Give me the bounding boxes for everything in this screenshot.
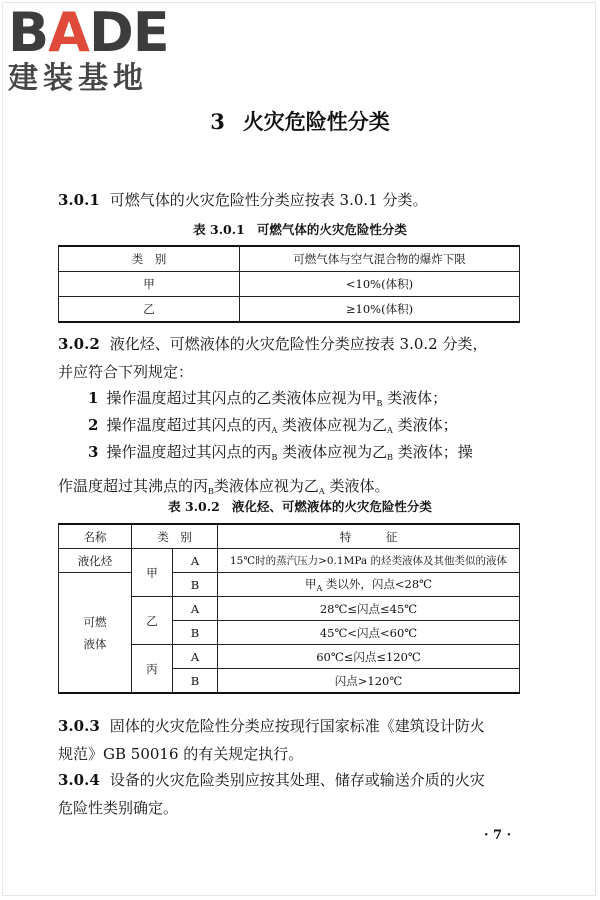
- table2-class-bing: 丙: [132, 645, 173, 694]
- watermark-logo: [8, 1, 169, 96]
- table-3-0-2: [58, 523, 520, 694]
- rule-item-1: 1 操作温度超过其闪点的乙类液体应视为甲$_B$ 类液体；: [88, 389, 448, 408]
- table2-head-feature: 特 征: [218, 524, 520, 549]
- table-3-0-1-caption: 表 3.0.1 可燃气体的火灾危险性分类: [193, 222, 407, 237]
- page-number: · 7 ·: [484, 828, 512, 843]
- table2-name-lpg: 液化烃: [59, 549, 132, 573]
- clause-3-0-3: 3.0.3 固体的火灾危险性分类应按现行国家标准《建筑设计防火 规范》GB 50016 的有关规定执行。: [58, 717, 485, 763]
- table2-sub-b: B: [173, 621, 218, 645]
- table2-feature-yi-b: 45℃<闪点<60℃: [218, 621, 520, 645]
- logo-subtitle: 建装基地: [8, 61, 148, 96]
- table1-cell-category: 乙: [59, 297, 240, 323]
- table1-head-limit: 可燃气体与空气混合物的爆炸下限: [240, 246, 520, 272]
- table2-class-jia: 甲: [132, 549, 173, 597]
- rule-item-3: 3 操作温度超过其闪点的丙$_B$ 类液体应视为乙$_B$ 类液体；操 作温度超过其沸点的丙$_B$类液体应视为乙$_A$ 类液体。: [58, 443, 473, 496]
- table2-name-flammable: 可燃 液体: [59, 573, 132, 694]
- chapter-title: 3 火灾危险性分类: [210, 109, 390, 134]
- table2-sub-a: A: [173, 597, 218, 621]
- table2-head-class: 类 别: [132, 524, 218, 549]
- table2-sub-a: A: [173, 645, 218, 669]
- rule-item-2: 2 操作温度超过其闪点的丙$_A$ 类液体应视为乙$_A$ 类液体；: [88, 416, 458, 435]
- table2-sub-a: A: [173, 549, 218, 573]
- logo-wordmark: BADE: [8, 1, 169, 64]
- clause-3-0-1: 3.0.1 可燃气体的火灾危险性分类应按表 3.0.1 分类。: [58, 191, 428, 209]
- clause-3-0-4: 3.0.4 设备的火灾危险类别应按其处理、储存或输送介质的火灾 危险性类别确定。: [58, 771, 485, 817]
- table-3-0-1: [58, 245, 520, 323]
- table2-feature-bing-a: 60℃≤闪点≤120℃: [218, 645, 520, 669]
- table-3-0-2-caption: 表 3.0.2 液化烃、可燃液体的火灾危险性分类: [168, 499, 432, 514]
- clause-3-0-2: 3.0.2 液化烃、可燃液体的火灾危险性分类应按表 3.0.2 分类， 并应符合下列规定：: [58, 335, 488, 381]
- table2-sub-b: B: [173, 669, 218, 694]
- table2-class-yi: 乙: [132, 597, 173, 645]
- table2-feature-jia-b: 甲$_A$ 类以外，闪点<28℃: [218, 573, 520, 597]
- table2-head-name: 名称: [59, 524, 132, 549]
- table2-feature-jia-a: 15℃时的蒸汽压力>0.1MPa 的烃类液体及其他类似的液体: [218, 549, 520, 573]
- table1-cell-category: 甲: [59, 272, 240, 297]
- table2-sub-b: B: [173, 573, 218, 597]
- table2-feature-yi-a: 28℃≤闪点≤45℃: [218, 597, 520, 621]
- table2-feature-bing-b: 闪点>120℃: [218, 669, 520, 694]
- table1-cell-limit: ≥10%(体积): [240, 297, 520, 323]
- table1-cell-limit: <10%(体积): [240, 272, 520, 297]
- table1-head-category: 类 别: [59, 246, 240, 272]
